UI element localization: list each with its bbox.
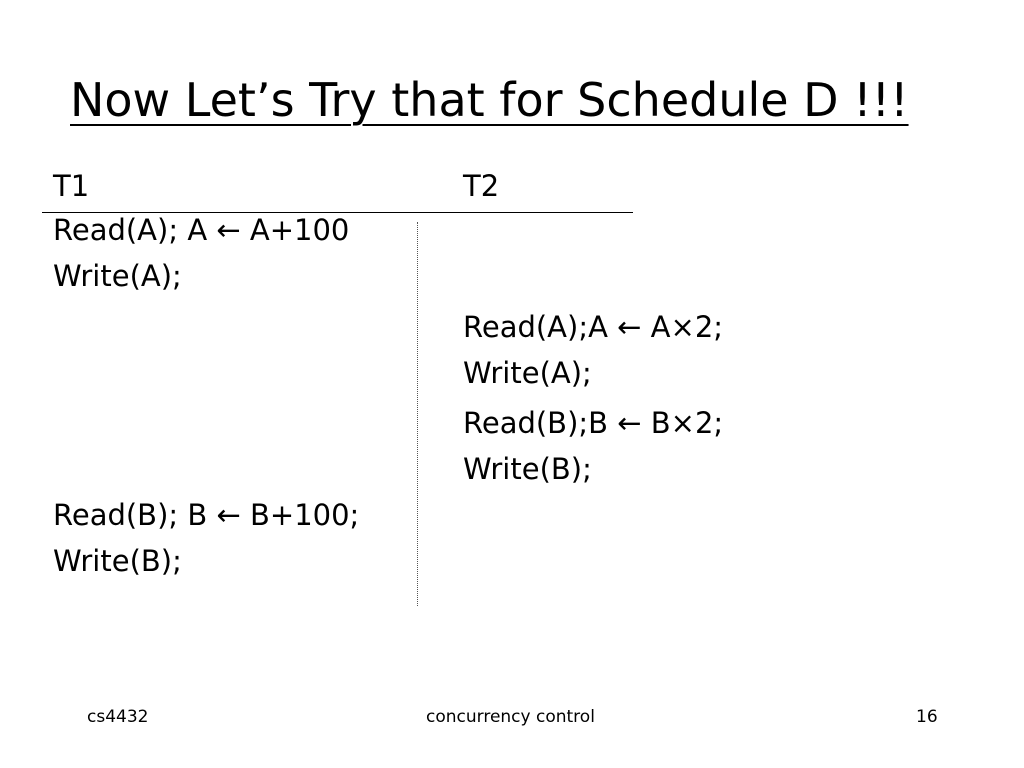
- column-header-t1: T1: [53, 169, 90, 203]
- t1-op-read-b: Read(B); B ← B+100;: [53, 498, 360, 532]
- t1-op-read-a: Read(A); A ← A+100: [53, 213, 350, 247]
- footer-topic: concurrency control: [426, 707, 595, 727]
- t2-op-write-a: Write(A);: [463, 356, 592, 390]
- t2-op-read-a: Read(A);A ← A×2;: [463, 310, 724, 344]
- slide-title: Now Let’s Try that for Schedule D !!!: [70, 73, 909, 127]
- t1-op-write-b: Write(B);: [53, 544, 182, 578]
- footer-page-number: 16: [916, 707, 938, 727]
- column-divider: [417, 222, 418, 606]
- column-header-t2: T2: [463, 169, 500, 203]
- t2-op-read-b: Read(B);B ← B×2;: [463, 406, 724, 440]
- t1-op-write-a: Write(A);: [53, 259, 182, 293]
- t2-op-write-b: Write(B);: [463, 452, 592, 486]
- footer-course: cs4432: [87, 707, 149, 727]
